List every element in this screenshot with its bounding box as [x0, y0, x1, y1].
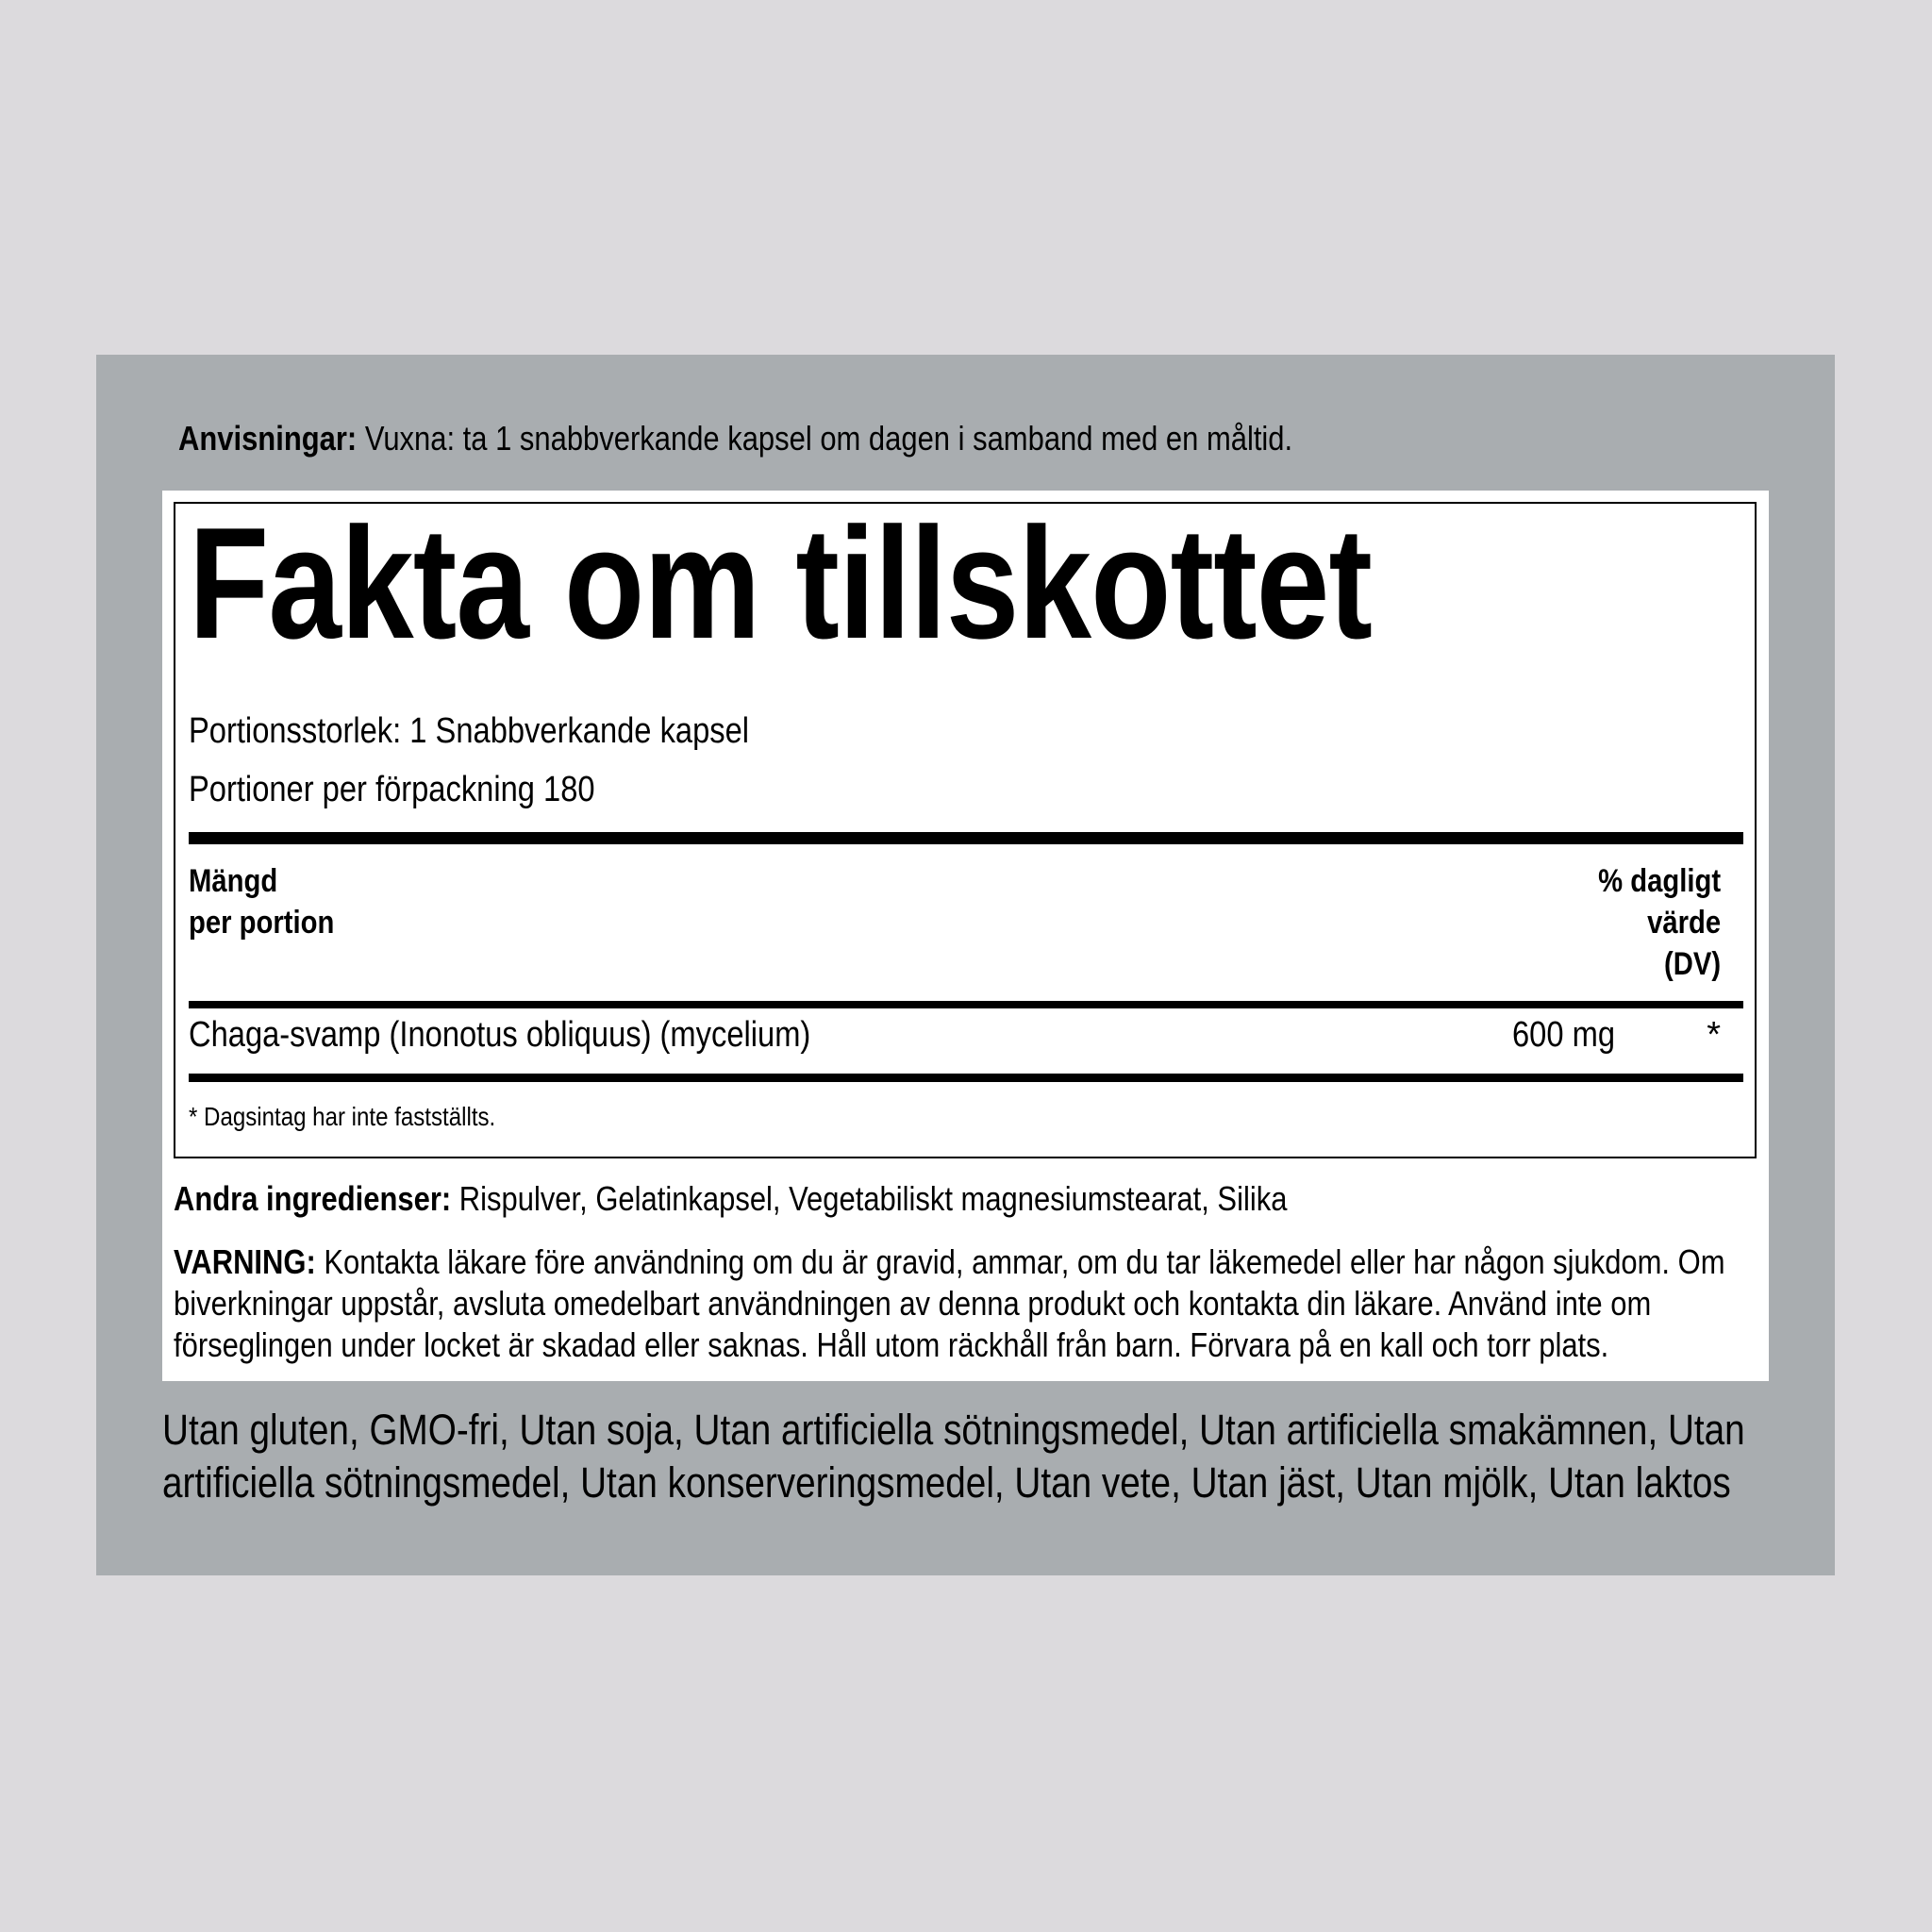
- other-ingredients-text: Rispulver, Gelatinkapsel, Vegetabiliskt magnesiumstearat, Silika: [451, 1179, 1288, 1218]
- warning-line-1: [174, 1241, 1772, 1283]
- dv-header-line-3: (DV): [1663, 946, 1721, 982]
- daily-value-header: [1598, 860, 1721, 985]
- other-ingredients-label: Andra ingredienser:: [174, 1179, 452, 1218]
- amount-header-line-2: per portion: [189, 905, 335, 941]
- ingredient-amount: 600 mg: [1512, 1015, 1616, 1055]
- directions-text: Vuxna: ta 1 snabbverkande kapsel om dagen i samband med en måltid.: [357, 419, 1293, 458]
- warning-line-3: förseglingen under locket är skadad eller saknas. Håll utom räckhåll från barn. Förvara på en kall och torr plats.: [174, 1325, 1609, 1364]
- serving-size: Portionsstorlek: 1 Snabbverkande kapsel: [189, 711, 750, 751]
- warning-line-2: biverkningar uppstår, avsluta omedelbart användningen av denna produkt och kontakta din läkare. Använd inte om: [174, 1284, 1652, 1323]
- ingredient-dv: *: [1707, 1015, 1721, 1055]
- free-from-line-2: artificiella sötningsmedel, Utan konserveringsmedel, Utan vete, Utan jäst, Utan mjölk, Utan laktos: [162, 1458, 1731, 1507]
- free-from-claims: [162, 1404, 1745, 1509]
- warning-text-1: Kontakta läkare före användning om du är gravid, ammar, om du tar läkemedel eller har någon sjukdom. Om: [315, 1242, 1725, 1281]
- warning-label: VARNING:: [174, 1242, 316, 1281]
- dv-header-line-2: värde: [1646, 905, 1721, 941]
- amount-per-serving-header: [189, 860, 334, 943]
- divider-bottom: [189, 1074, 1743, 1082]
- ingredient-name: Chaga-svamp (Inonotus obliquus) (mycelium): [189, 1015, 811, 1055]
- directions: [178, 419, 1292, 458]
- amount-header-line-1: Mängd: [189, 863, 278, 899]
- divider-header: [189, 1001, 1743, 1008]
- warning: [174, 1241, 1772, 1366]
- directions-label: Anvisningar:: [178, 419, 358, 458]
- other-ingredients: [174, 1179, 1287, 1219]
- servings-per-container: Portioner per förpackning 180: [189, 770, 595, 809]
- free-from-line-1: Utan gluten, GMO-fri, Utan soja, Utan artificiella sötningsmedel, Utan artificiella smakämnen, Utan: [162, 1406, 1745, 1454]
- facts-title: Fakta om tillskottet: [189, 494, 1373, 672]
- dv-header-line-1: % dagligt: [1598, 863, 1721, 899]
- thick-divider-top: [189, 832, 1743, 844]
- supplement-facts-box: [174, 494, 1757, 1158]
- footnote: * Dagsintag har inte fastställts.: [189, 1102, 496, 1131]
